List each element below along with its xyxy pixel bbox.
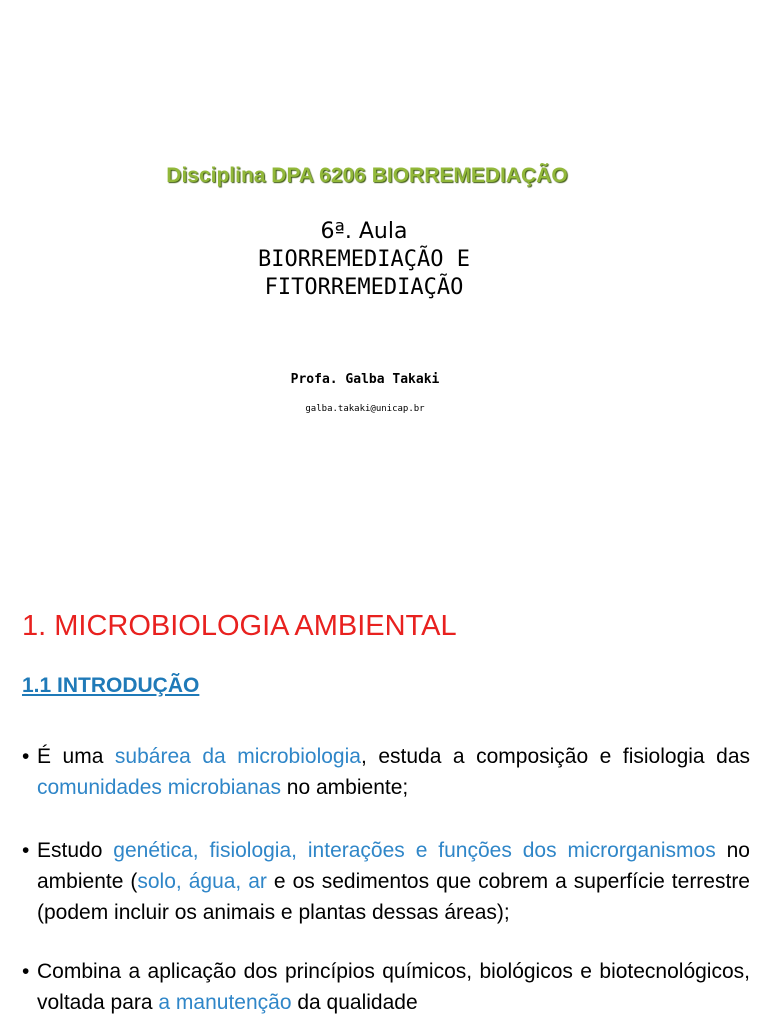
professor-email: galba.takaki@unicap.br <box>305 404 425 414</box>
professor-name: Profa. Galba Takaki <box>290 372 440 387</box>
lesson-title-line1: BIORREMEDIAÇÃO E <box>258 247 470 272</box>
bullet-marker: • <box>22 960 30 983</box>
bullet-highlight: genética, fisiologia, interações e funções dos microrganismos <box>113 839 716 862</box>
lesson-block <box>0 218 728 302</box>
lesson-number: 6ª. Aula <box>320 219 408 244</box>
bullet-item <box>22 956 750 1018</box>
bullet-text: no ambiente; <box>280 776 409 799</box>
bullet-marker: • <box>22 745 30 768</box>
bullet-marker: • <box>22 839 30 862</box>
bullet-text: Combina a aplicação dos princípios químicos, biológicos e biotecnológicos, voltada para <box>37 960 750 1014</box>
bullet-text: da qualidade <box>291 991 418 1014</box>
bullet-highlight: a manutenção <box>158 991 292 1014</box>
bullet-text: É uma <box>37 745 115 768</box>
bullet-item <box>22 741 750 803</box>
section-subheading: 1.1 INTRODUÇÃO <box>22 674 200 697</box>
bullet-text: no ambiente ( <box>37 839 750 893</box>
bullet-highlight: subárea da microbiologia <box>114 745 361 768</box>
bullet-text: Estudo <box>37 839 114 862</box>
course-title: Disciplina DPA 6206 BIORREMEDIAÇÃO <box>166 164 568 187</box>
bullet-text: e os sedimentos que cobrem a superfície terrestre (podem incluir os animais e plantas dessas áreas); <box>37 870 750 924</box>
content-slide <box>0 590 768 1024</box>
bullet-highlight: comunidades microbianas <box>37 776 281 799</box>
bullet-highlight: solo, água, ar <box>137 870 267 893</box>
bullet-text: , estuda a composição e fisiologia das <box>360 745 750 768</box>
bullet-item <box>22 835 750 928</box>
section-heading: 1. MICROBIOLOGIA AMBIENTAL <box>22 610 457 642</box>
lesson-title-line2: FITORREMEDIAÇÃO <box>264 275 464 300</box>
